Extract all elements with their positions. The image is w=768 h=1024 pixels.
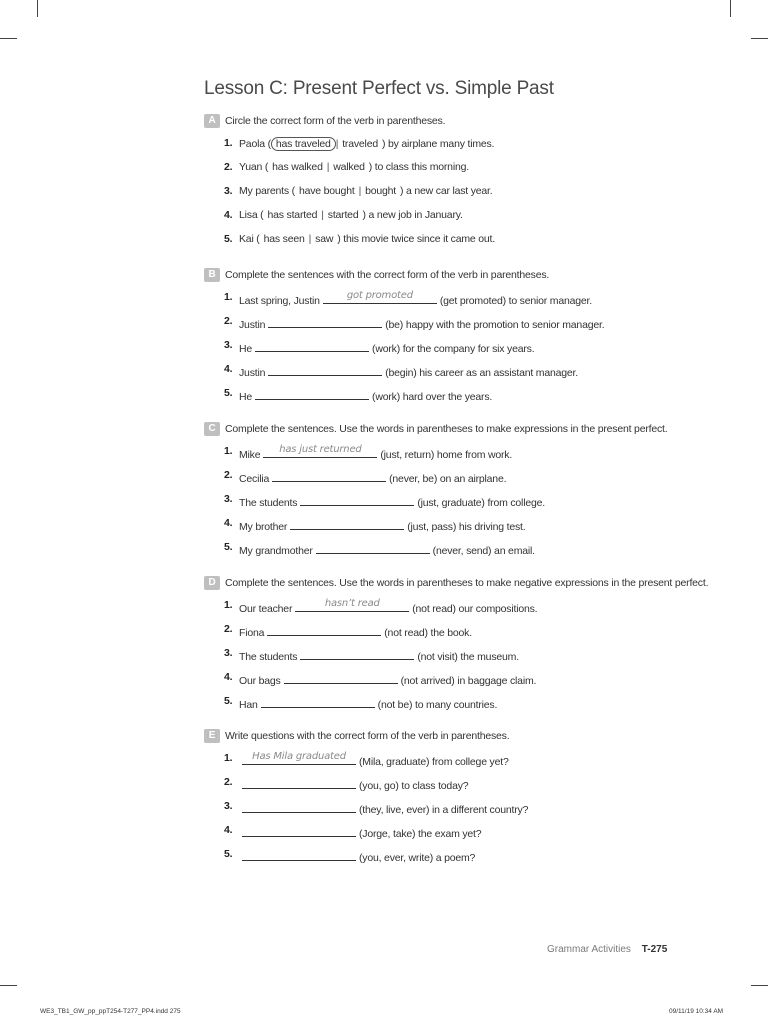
- item-number: 3.: [224, 493, 233, 505]
- option-separator: |: [308, 233, 312, 245]
- exercise-item: [204, 620, 704, 644]
- item-prompt: He: [239, 343, 253, 355]
- verb-option[interactable]: walked: [333, 161, 365, 173]
- item-hint: (just, return) home from work.: [380, 449, 513, 461]
- answer-blank[interactable]: [242, 824, 356, 837]
- item-prompt: Han: [239, 699, 258, 711]
- exercise-instruction: Circle the correct form of the verb in parentheses.: [225, 115, 446, 127]
- answer-blank[interactable]: [316, 541, 430, 554]
- exercise-letter-badge: A: [204, 114, 220, 128]
- item-prompt: Justin: [239, 319, 266, 331]
- exercise-item: [204, 845, 704, 869]
- item-hint: (they, live, ever) in a different country?: [359, 804, 529, 816]
- exercise-header: [204, 112, 704, 134]
- crop-mark: [730, 0, 731, 17]
- crop-mark: [751, 38, 768, 39]
- item-subject: Lisa (: [239, 209, 264, 221]
- exercise-header: [204, 574, 709, 596]
- exercise-item: [204, 312, 704, 336]
- handwritten-answer: Has Mila graduated: [252, 751, 346, 762]
- answer-blank[interactable]: [300, 493, 414, 506]
- item-number: 2.: [224, 315, 233, 327]
- verb-option[interactable]: has seen: [263, 233, 305, 245]
- exercise-instruction: Complete the sentences. Use the words in parentheses to make expressions in the present perfect.: [225, 423, 668, 435]
- item-subject: Paola (: [239, 138, 271, 150]
- exercise-item: [204, 288, 704, 312]
- item-hint: (not arrived) in baggage claim.: [400, 675, 537, 687]
- exercise-instruction: Complete the sentences. Use the words in parentheses to make negative expressions in the present perfect.: [225, 577, 709, 589]
- item-number: 4.: [224, 824, 233, 836]
- exercise-letter-badge: D: [204, 576, 220, 590]
- option-separator: |: [326, 161, 330, 173]
- answer-blank[interactable]: [255, 387, 369, 400]
- item-number: 5.: [224, 387, 233, 399]
- exercise-header: [204, 420, 704, 442]
- answer-blank[interactable]: [268, 315, 382, 328]
- item-prompt: Our bags: [239, 675, 281, 687]
- item-hint: (you, ever, write) a poem?: [359, 852, 476, 864]
- exercise-b: [204, 266, 704, 408]
- verb-option[interactable]: bought: [365, 185, 397, 197]
- exercise-item: [204, 158, 704, 182]
- exercise-item: [204, 749, 704, 773]
- exercise-item: [204, 182, 704, 206]
- item-rest: ) a new car last year.: [400, 185, 493, 197]
- exercise-a: [204, 112, 704, 254]
- answer-blank[interactable]: [268, 363, 382, 376]
- page-footer: [547, 944, 667, 955]
- item-hint: (just, graduate) from college.: [417, 497, 545, 509]
- exercise-e: [204, 727, 704, 869]
- footer-label: Grammar Activities: [547, 944, 631, 955]
- print-slug-file: WE3_TB1_GW_pp_ppT254-T277_PP4.indd 275: [40, 1008, 181, 1015]
- item-number: 2.: [224, 623, 233, 635]
- item-subject: My parents (: [239, 185, 295, 197]
- answer-blank[interactable]: [242, 776, 356, 789]
- answer-blank[interactable]: [290, 517, 404, 530]
- exercise-item: [204, 644, 704, 668]
- exercise-header: [204, 266, 704, 288]
- item-hint: (work) for the company for six years.: [372, 343, 535, 355]
- item-hint: (Mila, graduate) from college yet?: [359, 756, 509, 768]
- print-slug-timestamp: 09/11/19 10:34 AM: [669, 1008, 724, 1015]
- verb-option-circled[interactable]: has traveled: [271, 137, 336, 151]
- exercise-instruction: Complete the sentences with the correct form of the verb in parentheses.: [225, 269, 550, 281]
- item-number: 5.: [224, 233, 233, 245]
- item-number: 2.: [224, 469, 233, 481]
- item-number: 3.: [224, 185, 233, 197]
- item-hint: (Jorge, take) the exam yet?: [359, 828, 482, 840]
- item-hint: (not visit) the museum.: [417, 651, 519, 663]
- item-subject: Kai (: [239, 233, 260, 245]
- option-separator: |: [358, 185, 362, 197]
- item-number: 5.: [224, 848, 233, 860]
- item-hint: (be) happy with the promotion to senior manager.: [385, 319, 605, 331]
- exercise-item: [204, 466, 704, 490]
- item-number: 3.: [224, 647, 233, 659]
- item-hint: (not read) our compositions.: [412, 603, 538, 615]
- item-number: 4.: [224, 517, 233, 529]
- crop-mark: [0, 985, 17, 986]
- answer-blank[interactable]: [242, 848, 356, 861]
- exercise-item: [204, 596, 704, 620]
- answer-blank[interactable]: [300, 647, 414, 660]
- exercise-item: [204, 668, 704, 692]
- exercise-item: [204, 360, 704, 384]
- item-prompt: Fiona: [239, 627, 265, 639]
- exercise-item: [204, 442, 704, 466]
- answer-blank[interactable]: [242, 752, 356, 765]
- item-prompt: The students: [239, 651, 298, 663]
- item-rest: ) this movie twice since it came out.: [337, 233, 495, 245]
- item-hint: (never, send) an email.: [432, 545, 535, 557]
- crop-mark: [751, 985, 768, 986]
- answer-blank[interactable]: [323, 291, 437, 304]
- item-prompt: My grandmother: [239, 545, 313, 557]
- item-hint: (not read) the book.: [384, 627, 472, 639]
- exercise-item: [204, 206, 704, 230]
- handwritten-answer: got promoted: [346, 290, 413, 301]
- handwritten-answer: hasn’t read: [324, 598, 380, 609]
- item-number: 1.: [224, 445, 233, 457]
- item-hint: (you, go) to class today?: [359, 780, 469, 792]
- answer-blank[interactable]: [242, 800, 356, 813]
- exercise-item: [204, 692, 704, 716]
- exercise-item: [204, 336, 704, 360]
- exercise-item: [204, 797, 704, 821]
- exercise-c: [204, 420, 704, 562]
- answer-blank[interactable]: [272, 469, 386, 482]
- item-number: 4.: [224, 209, 233, 221]
- item-number: 2.: [224, 161, 233, 173]
- option-separator: |: [335, 138, 339, 150]
- item-hint: (begin) his career as an assistant manager.: [385, 367, 578, 379]
- item-prompt: My brother: [239, 521, 288, 533]
- item-number: 3.: [224, 800, 233, 812]
- item-rest: ) to class this morning.: [368, 161, 469, 173]
- answer-blank[interactable]: [295, 599, 409, 612]
- crop-mark: [0, 38, 17, 39]
- exercise-header: [204, 727, 704, 749]
- exercise-letter-badge: B: [204, 268, 220, 282]
- verb-option[interactable]: traveled: [342, 138, 378, 150]
- exercise-item: [204, 821, 704, 845]
- item-number: 2.: [224, 776, 233, 788]
- item-number: 4.: [224, 671, 233, 683]
- answer-blank[interactable]: [255, 339, 369, 352]
- answer-blank[interactable]: [267, 623, 381, 636]
- answer-blank[interactable]: [261, 695, 375, 708]
- exercise-item: [204, 490, 704, 514]
- exercise-d: [204, 574, 709, 716]
- exercise-item: [204, 538, 704, 562]
- exercise-letter-badge: E: [204, 729, 220, 743]
- item-hint: (get promoted) to senior manager.: [439, 295, 592, 307]
- exercise-item: [204, 514, 704, 538]
- verb-option[interactable]: have bought: [298, 185, 355, 197]
- item-hint: (never, be) on an airplane.: [389, 473, 507, 485]
- item-prompt: Last spring, Justin: [239, 295, 320, 307]
- exercise-item: [204, 384, 704, 408]
- exercise-item: [204, 230, 704, 254]
- verb-option[interactable]: has started: [267, 209, 318, 221]
- verb-option[interactable]: started: [327, 209, 359, 221]
- item-prompt: Our teacher: [239, 603, 293, 615]
- exercise-item: [204, 773, 704, 797]
- item-rest: ) a new job in January.: [362, 209, 463, 221]
- item-number: 1.: [224, 137, 233, 149]
- item-hint: (just, pass) his driving test.: [407, 521, 526, 533]
- item-number: 1.: [224, 752, 233, 764]
- verb-option[interactable]: has walked: [272, 161, 323, 173]
- option-separator: |: [321, 209, 324, 221]
- verb-option[interactable]: saw: [315, 233, 334, 245]
- exercise-instruction: Write questions with the correct form of the verb in parentheses.: [225, 730, 510, 742]
- item-rest: ) by airplane many times.: [381, 138, 495, 150]
- item-prompt: Justin: [239, 367, 266, 379]
- item-prompt: The students: [239, 497, 298, 509]
- item-hint: (work) hard over the years.: [372, 391, 493, 403]
- item-number: 1.: [224, 599, 233, 611]
- answer-blank[interactable]: [263, 445, 377, 458]
- item-number: 4.: [224, 363, 233, 375]
- crop-mark: [37, 0, 38, 17]
- item-number: 5.: [224, 695, 233, 707]
- item-number: 3.: [224, 339, 233, 351]
- item-number: 1.: [224, 291, 233, 303]
- page-number: T-275: [641, 944, 668, 955]
- item-prompt: Cecilia: [239, 473, 270, 485]
- item-prompt: Mike: [239, 449, 261, 461]
- handwritten-answer: has just returned: [279, 444, 362, 455]
- exercise-letter-badge: C: [204, 422, 220, 436]
- exercise-item: [204, 134, 704, 158]
- item-hint: (not be) to many countries.: [377, 699, 498, 711]
- page-title: Lesson C: Present Perfect vs. Simple Past: [204, 78, 554, 99]
- item-number: 5.: [224, 541, 233, 553]
- answer-blank[interactable]: [284, 671, 398, 684]
- item-prompt: He: [239, 391, 253, 403]
- item-subject: Yuan (: [239, 161, 269, 173]
